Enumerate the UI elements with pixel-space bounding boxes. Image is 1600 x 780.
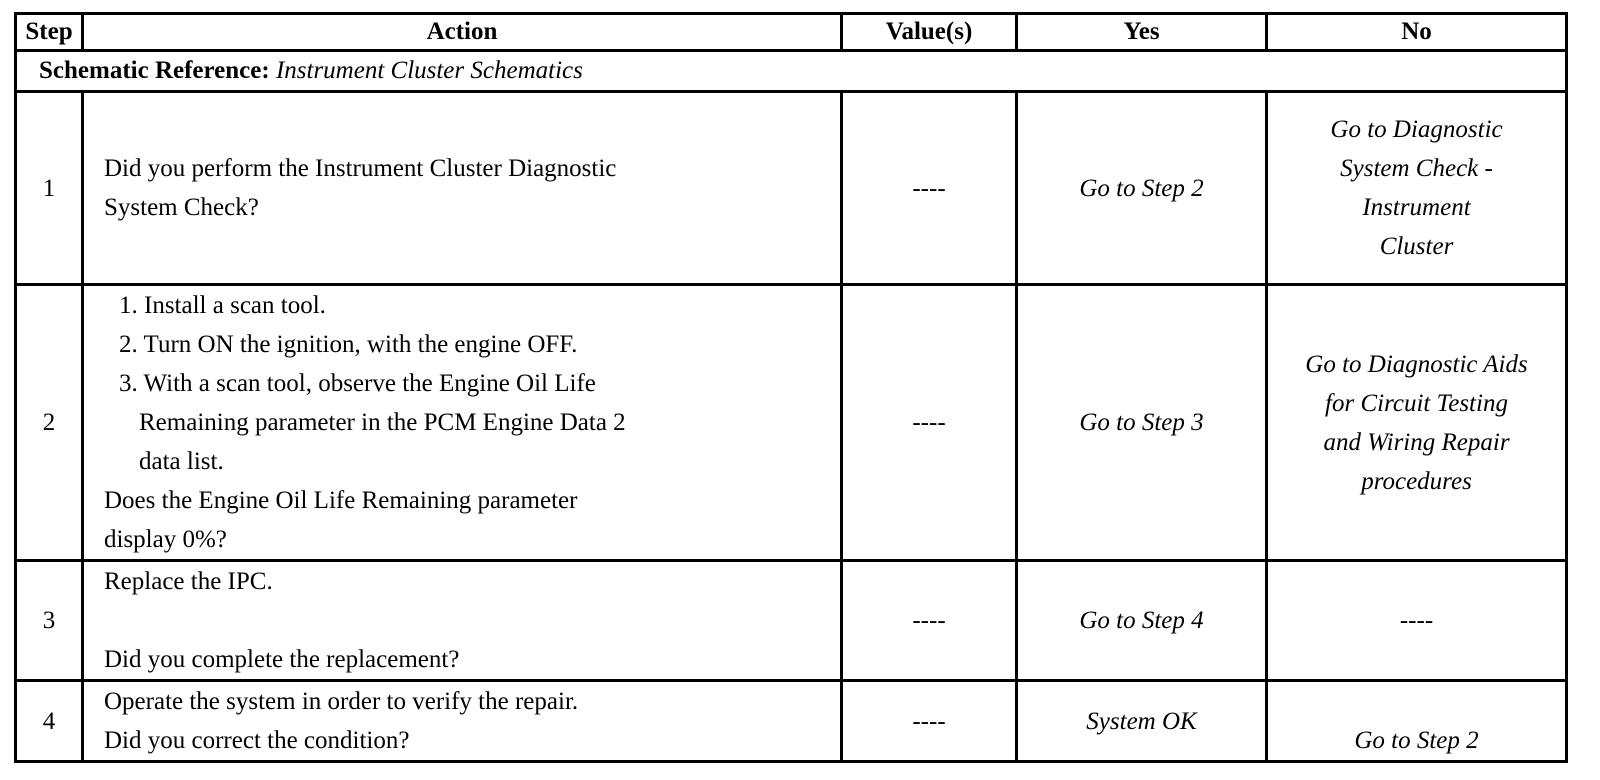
header-action: Action (83, 14, 842, 51)
value-cell: ---- (842, 561, 1017, 681)
action-cell (83, 285, 842, 561)
action-text: Did you complete the replacement? (104, 646, 460, 673)
action-text: Did you perform the Instrument Cluster Diagnostic (104, 155, 617, 182)
no-value: ---- (1267, 561, 1567, 681)
no-link[interactable]: Go to Step 2 (1267, 681, 1567, 762)
header-step: Step (16, 14, 83, 51)
schematic-reference-row (16, 51, 1567, 92)
no-link[interactable] (1267, 92, 1567, 285)
action-text: Does the Engine Oil Life Remaining parameter (104, 487, 578, 514)
step-number: 3 (16, 561, 83, 681)
table-row (16, 92, 1567, 285)
step-number: 4 (16, 681, 83, 762)
schematic-reference-label: Schematic Reference: (39, 57, 270, 84)
action-text: display 0%? (104, 526, 227, 553)
action-text: 2. Turn ON the ignition, with the engine OFF. (119, 331, 578, 358)
no-text: Cluster (1379, 233, 1454, 260)
diagnostic-table (14, 12, 1568, 763)
action-text: Did you correct the condition? (104, 727, 410, 754)
action-text: Operate the system in order to verify the repair. (104, 688, 579, 715)
no-text: Go to Diagnostic Aids (1305, 350, 1528, 378)
action-text: Replace the IPC. (104, 568, 273, 595)
action-text: System Check? (104, 194, 259, 221)
yes-link[interactable]: Go to Step 3 (1017, 285, 1267, 561)
header-no: No (1267, 14, 1567, 51)
value-cell: ---- (842, 92, 1017, 285)
schematic-reference-link[interactable]: Instrument Cluster Schematics (275, 57, 583, 84)
schematic-reference (16, 51, 1567, 92)
header-values: Value(s) (842, 14, 1017, 51)
no-text: and Wiring Repair (1323, 428, 1510, 456)
action-cell (83, 92, 842, 285)
yes-link[interactable]: Go to Step 2 (1017, 92, 1267, 285)
action-cell (83, 681, 842, 762)
step-number: 2 (16, 285, 83, 561)
value-cell: ---- (842, 681, 1017, 762)
value-cell: ---- (842, 285, 1017, 561)
action-text: 3. With a scan tool, observe the Engine Oil Life (119, 370, 596, 397)
action-cell (83, 561, 842, 681)
no-text: for Circuit Testing (1325, 389, 1508, 417)
action-text: 1. Install a scan tool. (119, 292, 326, 319)
header-row (16, 14, 1567, 51)
action-text: Remaining parameter in the PCM Engine Data 2 (139, 409, 626, 436)
no-text: procedures (1361, 467, 1472, 495)
step-number: 1 (16, 92, 83, 285)
no-text: Instrument (1362, 194, 1471, 221)
table-row (16, 285, 1567, 561)
table-row (16, 561, 1567, 681)
no-text: System Check - (1340, 155, 1493, 182)
table-row (16, 681, 1567, 762)
action-text: data list. (139, 448, 224, 475)
yes-link[interactable]: System OK (1017, 681, 1267, 762)
header-yes: Yes (1017, 14, 1267, 51)
yes-link[interactable]: Go to Step 4 (1017, 561, 1267, 681)
no-link[interactable] (1267, 285, 1567, 561)
no-text: Go to Diagnostic (1330, 116, 1503, 143)
